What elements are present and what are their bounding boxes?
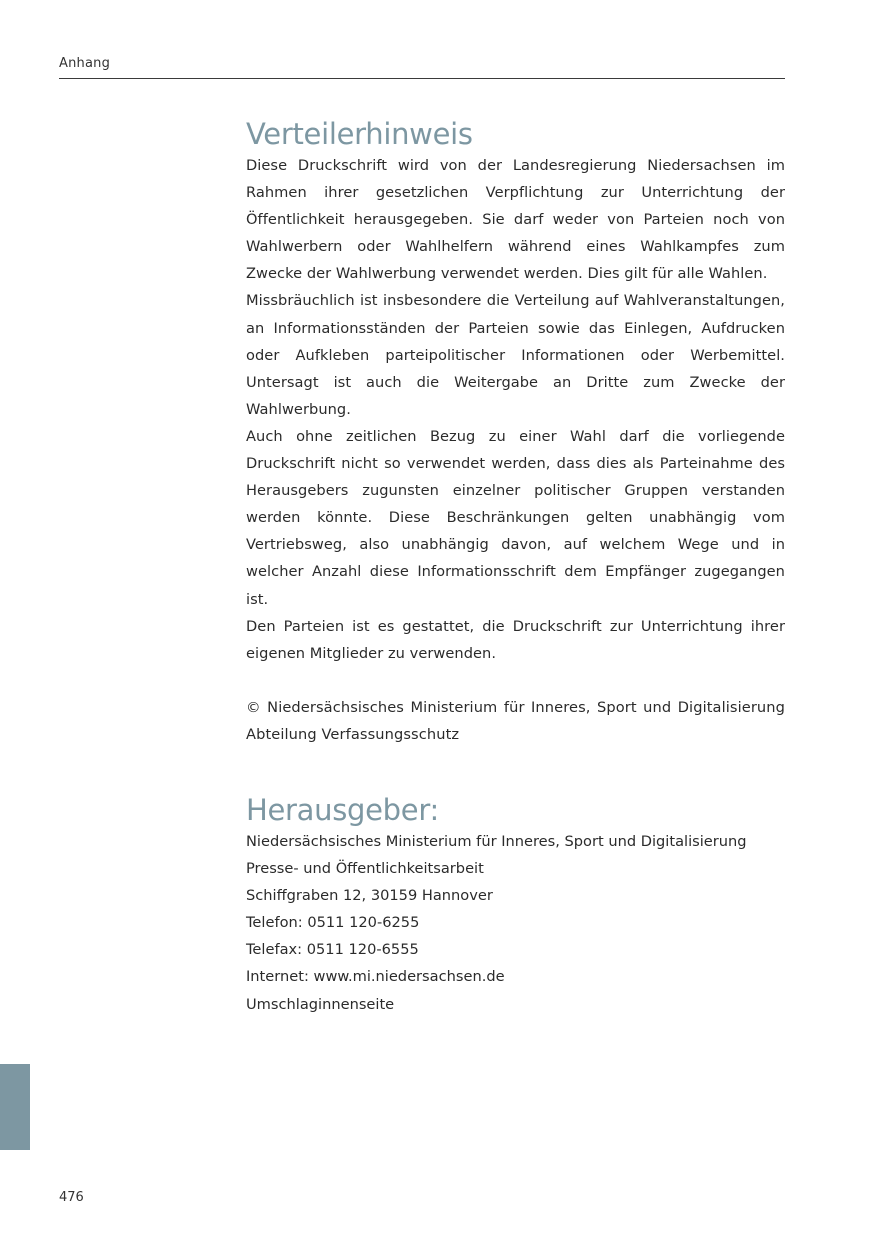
publisher-note: Umschlaginnenseite <box>246 995 395 1013</box>
notice-paragraph-4: Den Parteien ist es gestattet, die Druckschrift zur Unterrichtung ihrer eigenen Mitglieder zu verwenden. <box>246 617 785 662</box>
publisher-department: Presse- und Öffentlichkeitsarbeit <box>246 860 484 878</box>
spacer <box>246 667 785 694</box>
main-content <box>246 116 785 1018</box>
publisher-fax: Telefax: 0511 120-6555 <box>246 941 419 959</box>
page-number: 476 <box>59 1190 84 1205</box>
publisher-address: Schiffgraben 12, 30159 Hannover <box>246 887 493 905</box>
distribution-notice-section <box>246 116 785 748</box>
notice-paragraph-1: Diese Druckschrift wird von der Landesregierung Niedersachsen im Rahmen ihrer gesetzlichen Verpflichtung zur Unterrichtung der Öffentlichkeit herausgegeben. Sie darf weder von Parteien noch von Wahlwerbern oder Wahlhelfern während eines Wahlkampfes zum Zwecke der Wahlwerbung verwendet werden. Dies gilt für alle Wahlen. <box>246 157 785 283</box>
running-head: Anhang <box>59 56 111 71</box>
section-spacer <box>246 748 785 792</box>
notice-paragraph-2: Missbräuchlich ist insbesondere die Verteilung auf Wahlveranstaltungen, an Informationsständen der Parteien sowie das Einlegen, Aufdrucken oder Aufkleben parteipolitischer Informationen oder Werbemittel. Untersagt ist auch die Weitergabe an Dritte zum Zwecke der Wahlwerbung. <box>246 292 785 418</box>
distribution-notice-title: Verteilerhinweis <box>246 117 473 151</box>
header-divider <box>59 78 785 79</box>
copyright-notice: © Niedersächsisches Ministerium für Inneres, Sport und Digitalisierung Abteilung Verfassungsschutz <box>246 698 785 743</box>
publisher-name: Niedersächsisches Ministerium für Inneres, Sport und Digitalisierung <box>246 832 747 850</box>
chapter-tab-marker <box>0 1064 30 1150</box>
notice-paragraph-3: Auch ohne zeitlichen Bezug zu einer Wahl darf die vorliegende Druckschrift nicht so verwendet werden, dass dies als Parteinahme des Herausgebers zugunsten einzelner politischer Gruppen verstanden werden könnte. Diese Beschränkungen gelten unabhängig vom Vertriebsweg, also unabhängig davon, auf welchem Wege und in welcher Anzahl diese Informationsschrift dem Empfänger zugegangen ist. <box>246 427 785 608</box>
publisher-title: Herausgeber: <box>246 792 439 827</box>
publisher-phone: Telefon: 0511 120-6255 <box>246 914 420 932</box>
publisher-website: Internet: www.mi.niedersachsen.de <box>246 968 505 986</box>
publisher-section <box>246 792 785 1018</box>
